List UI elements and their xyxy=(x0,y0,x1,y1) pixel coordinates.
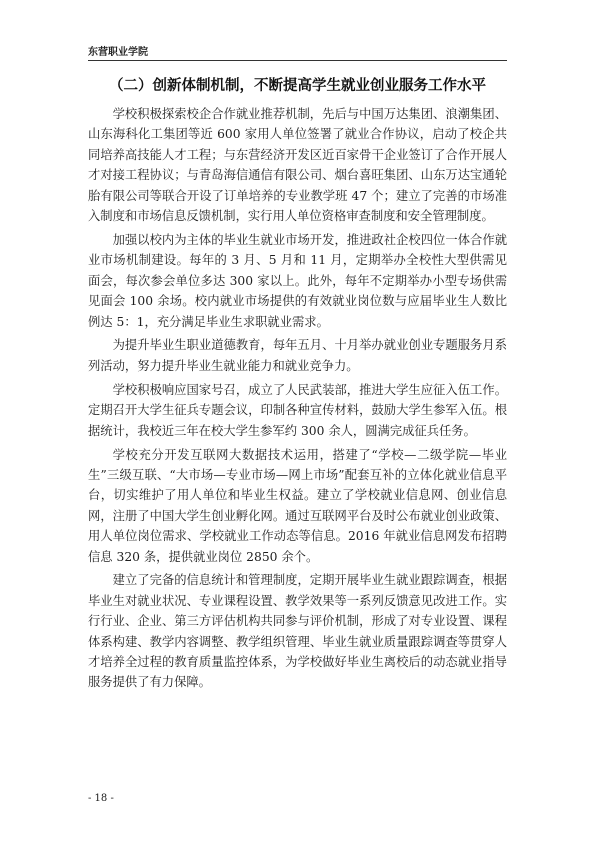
paragraph: 学校积极探索校企合作就业推荐机制，先后与中国万达集团、浪潮集团、山东海科化工集团等近 600 家用人单位签署了就业合作协议，启动了校企共同培养高技能人才工程；与东营经济开发区近百家骨干企业签订了合作开展人才对接工程协议；与青岛海信通信有限公司、烟台喜旺集团、山东万达宝通轮胎有限公司等联合开设了订单培养的专业教学班 47 个；建立了完善的市场准入制度和市场信息反馈机制，实行用人单位资格审查制度和安全管理制度。 xyxy=(88,107,507,224)
page-number: - 18 - xyxy=(88,793,114,804)
paragraph: 为提升毕业生职业道德教育，每年五月、十月举办就业创业专题服务月系列活动，努力提升毕业生就业能力和就业竞争力。 xyxy=(88,338,507,373)
running-header: 东营职业学院 xyxy=(88,47,148,58)
body-text xyxy=(88,104,507,696)
paragraph: 建立了完备的信息统计和管理制度，定期开展毕业生就业跟踪调查，根据毕业生对就业状况、专业课程设置、教学效果等一系列反馈意见改进工作。实行行业、企业、第三方评估机构共同参与评价机制，形成了对专业设置、课程体系构建、教学内容调整、教学组织管理、毕业生就业质量跟踪调查等贯穿人才培养全过程的教育质量监控体系，为学校做好毕业生离校后的动态就业指导服务提供了有力保障。 xyxy=(88,573,507,690)
paragraph: 学校充分开发互联网大数据技术运用，搭建了“学校—二级学院—毕业生”三级互联、“大市场—专业市场—网上市场”配套互补的立体化就业信息平台，切实维护了用人单位和毕业生权益。建立了学校就业信息网、创业信息网，注册了中国大学生创业孵化网。通过互联网平台及时公布就业创业政策、用人单位岗位需求、学校就业工作动态等信息。2016 年就业信息网发布招聘信息 320 条，提供就业岗位 2850 余个。 xyxy=(88,447,507,564)
paragraph: 学校积极响应国家号召，成立了人民武装部，推进大学生应征入伍工作。定期召开大学生征兵专题会议，印制各种宣传材料，鼓励大学生参军入伍。根据统计，我校近三年在校大学生参军约 300 余人，圆满完成征兵任务。 xyxy=(88,382,507,438)
header-divider xyxy=(88,60,507,61)
section-title: （二）创新体制机制，不断提高学生就业创业服务工作水平 xyxy=(109,78,486,94)
paragraph: 加强以校内为主体的毕业生就业市场开发，推进政社企校四位一体合作就业市场机制建设。每年的 3 月、5 月和 11 月，定期举办全校性大型供需见面会，每次参会单位多达 300 家以上。此外，每年不定期举办小型专场供需见面会 100 余场。校内就业市场提供的有效就业岗位数与应届毕业生人数比例达 5：1，充分满足毕业生求职就业需求。 xyxy=(88,232,507,329)
